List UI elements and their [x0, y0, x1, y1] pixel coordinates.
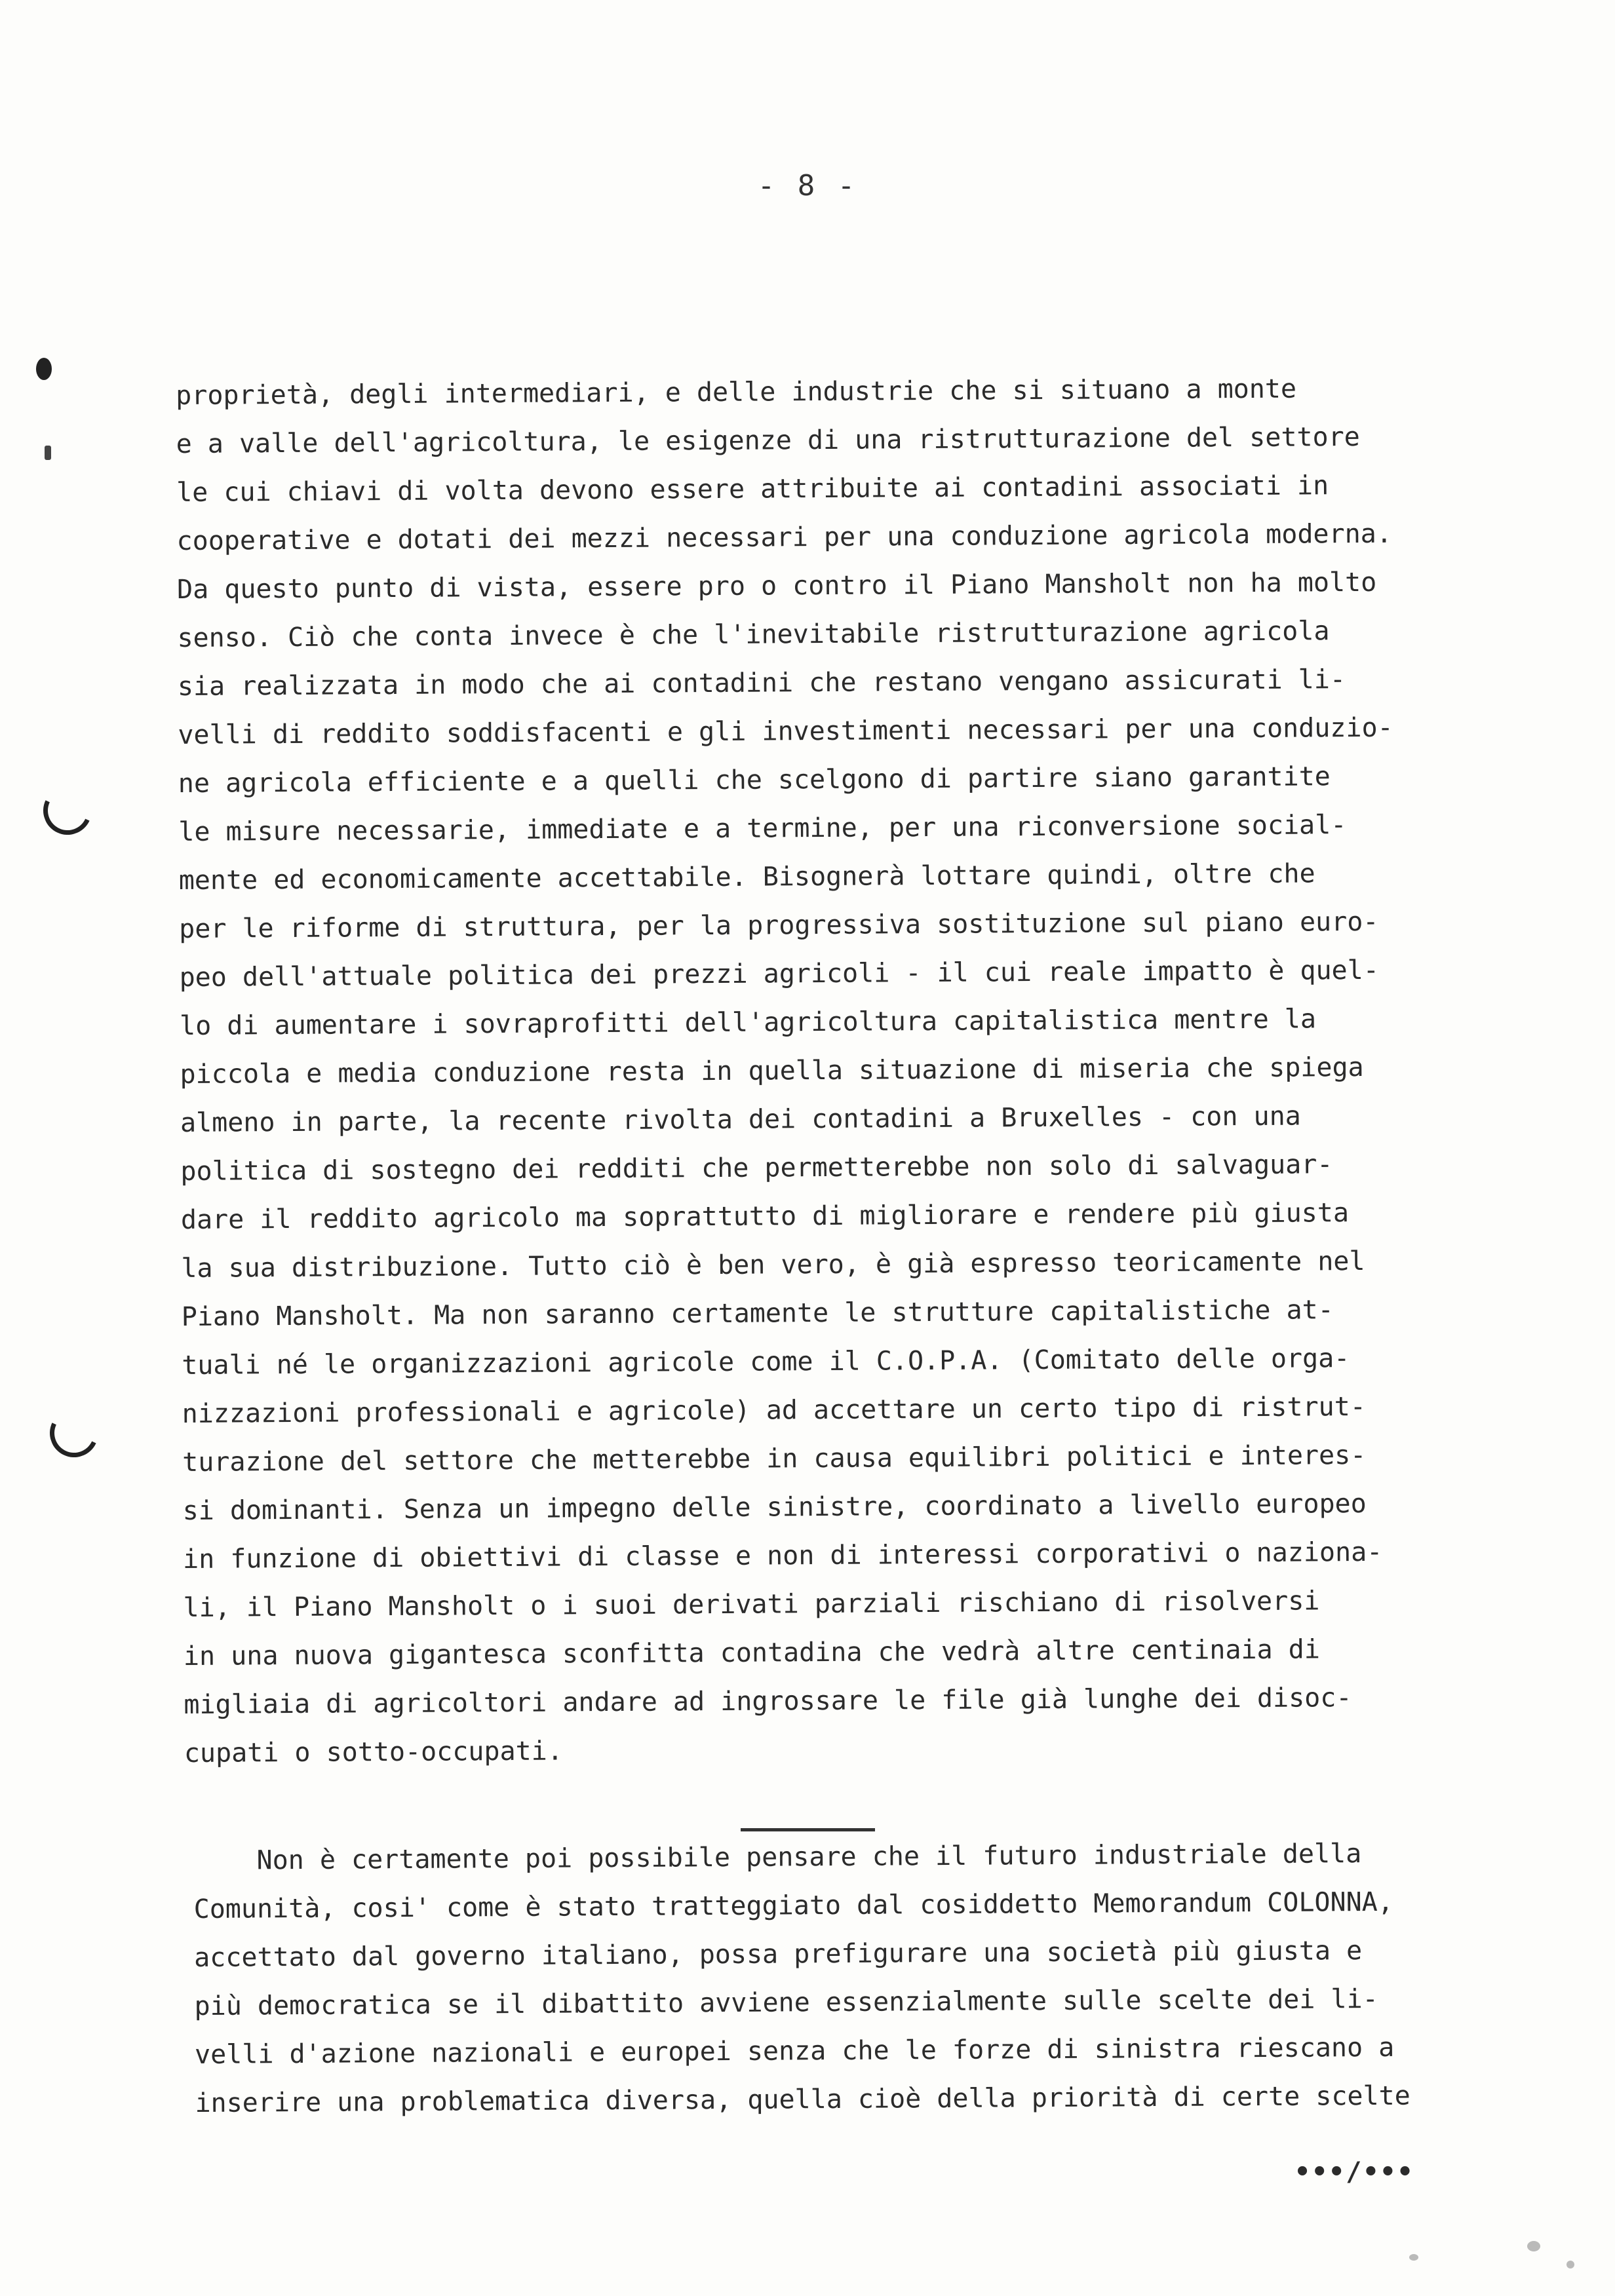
text-line: ne agricola efficiente e a quelli che scelgono di partire siano garantite	[178, 761, 1331, 799]
text-line: tuali né le organizzazioni agricole come il C.O.P.A. (Comitato delle orga-	[182, 1343, 1350, 1381]
text-line: politica di sostegno dei redditi che permetterebbe non solo di salvaguar-	[180, 1149, 1333, 1187]
text-line: inserire una problematica diversa, quella cioè della priorità di certe scelte	[195, 2080, 1411, 2118]
text-line: la sua distribuzione. Tutto ciò è ben vero, è già espresso teoricamente nel	[181, 1246, 1365, 1284]
hole-punch-arc	[37, 780, 99, 842]
scan-speck	[1566, 2261, 1574, 2268]
text-line: nizzazioni professionali e agricole) ad accettare un certo tipo di ristrut-	[182, 1391, 1366, 1429]
continuation-mark: •••/•••	[1294, 2157, 1414, 2187]
hole-punch-mark	[36, 358, 52, 380]
text-line: Da questo punto di vista, essere pro o contro il Piano Mansholt non ha molto	[176, 567, 1377, 605]
text-line: accettato dal governo italiano, possa prefigurare una società più giusta e	[193, 1936, 1363, 1973]
scan-speck	[1527, 2241, 1540, 2251]
text-line: e a valle dell'agricoltura, le esigenze di una ristrutturazione del settore	[176, 421, 1360, 459]
text-line: lo di aumentare i sovraprofitti dell'agricoltura capitalistica mentre la	[179, 1004, 1317, 1041]
text-line: le misure necessarie, immediate e a termine, per una riconversione social-	[178, 810, 1347, 847]
text-line: in funzione di obiettivi di classe e non di interessi corporativi o naziona-	[182, 1537, 1383, 1575]
text-line: le cui chiavi di volta devono essere attribuite ai contadini associati in	[176, 470, 1329, 508]
text-line: sia realizzata in modo che ai contadini che restano vengano assicurati li-	[177, 664, 1346, 702]
text-line: dare il reddito agricolo ma soprattutto di migliorare e rendere più giusta	[180, 1198, 1350, 1235]
scan-speck	[1409, 2254, 1418, 2261]
text-line: velli d'azione nazionali e europei senza che le forze di sinistra riescano a	[194, 2032, 1395, 2070]
text-line: piccola e media conduzione resta in quella situazione di miseria che spiega	[180, 1052, 1364, 1090]
text-line: velli di reddito soddisfacenti e gli investimenti necessari per una conduzio-	[178, 712, 1393, 750]
text-line: almeno in parte, la recente rivolta dei contadini a Bruxelles - con una	[180, 1101, 1301, 1138]
paragraph-1	[176, 364, 1399, 1778]
text-line: in una nuova gigantesca sconfitta contadina che vedrà altre centinaia di	[183, 1634, 1320, 1672]
text-line: cupati o sotto-occupati.	[184, 1736, 563, 1769]
text-line: Comunità, cosi' come è stato tratteggiato dal cosiddetto Memorandum COLONNA,	[193, 1886, 1394, 1924]
text-line: peo dell'attuale politica dei prezzi agricoli - il cui reale impatto è quel-	[179, 955, 1379, 993]
text-line: mente ed economicamente accettabile. Bisognerà lottare quindi, oltre che	[178, 858, 1315, 896]
text-line: migliaia di agricoltori andare ad ingrossare le file già lunghe dei disoc-	[184, 1683, 1352, 1720]
text-line: senso. Ciò che conta invece è che l'inevitabile ristrutturazione agricola	[177, 616, 1330, 653]
text-line: per le riforme di struttura, per la progressiva sostituzione sul piano euro-	[179, 906, 1379, 944]
text-line: turazione del settore che metterebbe in causa equilibri politici e interes-	[182, 1440, 1367, 1478]
paragraph-2	[193, 1829, 1411, 2128]
text-line: li, il Piano Mansholt o i suoi derivati parziali rischiano di risolversi	[183, 1586, 1320, 1623]
text-line: Piano Mansholt. Ma non saranno certamente le strutture capitalistiche at-	[181, 1295, 1334, 1332]
section-divider	[741, 1828, 875, 1831]
text-line: proprietà, degli intermediari, e delle industrie che si situano a monte	[176, 373, 1297, 411]
page-number: - 8 -	[757, 169, 858, 202]
text-line: Non è certamente poi possibile pensare che il futuro industriale della	[193, 1839, 1362, 1876]
text-line: si dominanti. Senza un impegno delle sinistre, coordinato a livello europeo	[182, 1488, 1367, 1526]
text-line: più democratica se il dibattito avviene essenzialmente sulle scelte dei li-	[194, 1983, 1378, 2021]
text-line: cooperative e dotati dei mezzi necessari per una conduzione agricola moderna.	[176, 518, 1393, 556]
scan-mark	[45, 446, 51, 460]
hole-punch-arc	[43, 1402, 106, 1464]
